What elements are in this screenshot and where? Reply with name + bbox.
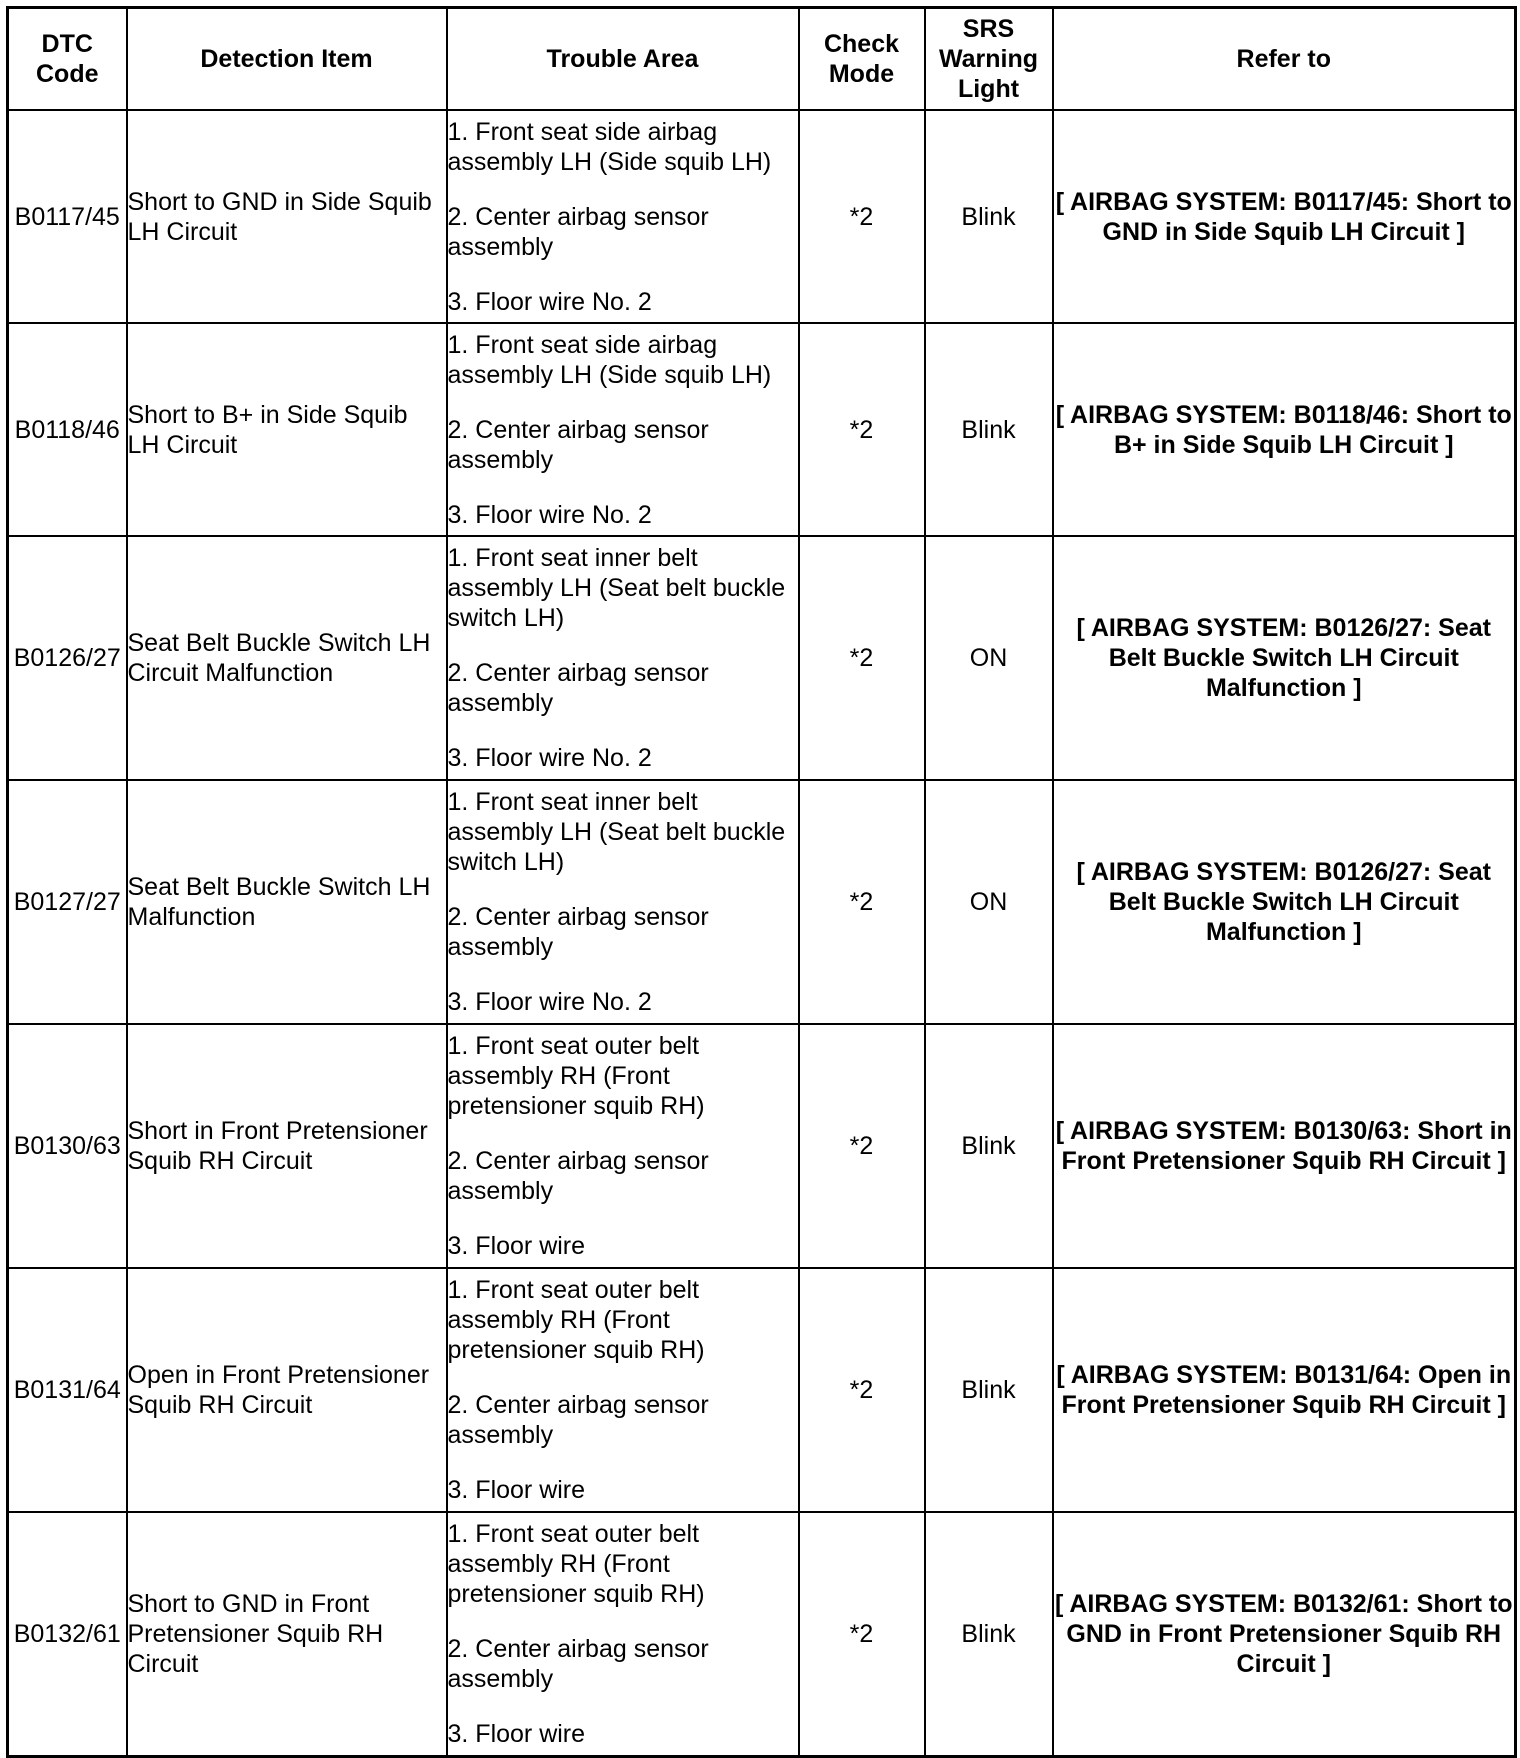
- trouble-area-line: 1. Front seat outer belt assembly RH (Front pretensioner squib RH): [447, 1032, 705, 1120]
- check-mode: *2: [799, 1268, 925, 1512]
- srs-warning-light: Blink: [925, 323, 1053, 536]
- header-detection-item: Detection Item: [127, 8, 447, 111]
- header-trouble-area: Trouble Area: [447, 8, 799, 111]
- dtc-code: B0131/64: [8, 1268, 127, 1512]
- dtc-code: B0132/61: [8, 1512, 127, 1756]
- trouble-area-line: 2. Center airbag sensor assembly: [447, 415, 709, 474]
- detection-item: Short to B+ in Side Squib LH Circuit: [127, 323, 447, 536]
- check-mode: *2: [799, 536, 925, 780]
- header-srs-warning-light: SRS Warning Light: [925, 8, 1053, 111]
- header-row: [8, 8, 1516, 111]
- trouble-area-line: 3. Floor wire No. 2: [447, 287, 652, 316]
- trouble-area-line: 2. Center airbag sensor assembly: [447, 1147, 709, 1205]
- trouble-area: [447, 536, 799, 780]
- detection-item: Short in Front Pretensioner Squib RH Circuit: [127, 1024, 447, 1268]
- trouble-area-line: 3. Floor wire No. 2: [447, 500, 652, 529]
- check-mode: *2: [799, 1512, 925, 1756]
- trouble-area-line: 1. Front seat outer belt assembly RH (Front pretensioner squib RH): [447, 1519, 705, 1608]
- detection-item: Short to GND in Side Squib LH Circuit: [127, 110, 447, 323]
- refer-to-link[interactable]: [ AIRBAG SYSTEM: B0126/27: Seat Belt Buckle Switch LH Circuit Malfunction ]: [1053, 780, 1516, 1024]
- trouble-area-line: 2. Center airbag sensor assembly: [447, 1391, 709, 1449]
- trouble-area: [447, 110, 799, 323]
- check-mode: *2: [799, 110, 925, 323]
- trouble-area-line: 3. Floor wire: [447, 1476, 586, 1504]
- dtc-table: [6, 6, 1517, 1758]
- detection-item: Short to GND in Front Pretensioner Squib RH Circuit: [127, 1512, 447, 1756]
- trouble-area: [447, 780, 799, 1024]
- trouble-area: [447, 1024, 799, 1268]
- trouble-area-line: 3. Floor wire No. 2: [447, 744, 652, 772]
- refer-to-link[interactable]: [ AIRBAG SYSTEM: B0118/46: Short to B+ in Side Squib LH Circuit ]: [1053, 323, 1516, 536]
- trouble-area-line: 3. Floor wire: [447, 1719, 586, 1748]
- detection-item: Open in Front Pretensioner Squib RH Circuit: [127, 1268, 447, 1512]
- table-row: [8, 1512, 1516, 1756]
- trouble-area-line: 1. Front seat outer belt assembly RH (Front pretensioner squib RH): [447, 1276, 705, 1364]
- header-dtc-code: DTC Code: [8, 8, 127, 111]
- refer-to-link[interactable]: [ AIRBAG SYSTEM: B0130/63: Short in Front Pretensioner Squib RH Circuit ]: [1053, 1024, 1516, 1268]
- trouble-area-line: 2. Center airbag sensor assembly: [447, 202, 709, 261]
- trouble-area-line: 2. Center airbag sensor assembly: [447, 659, 709, 717]
- table-row: [8, 1268, 1516, 1512]
- detection-item: Seat Belt Buckle Switch LH Malfunction: [127, 780, 447, 1024]
- trouble-area-line: 2. Center airbag sensor assembly: [447, 1634, 709, 1693]
- srs-warning-light: Blink: [925, 110, 1053, 323]
- check-mode: *2: [799, 780, 925, 1024]
- dtc-code: B0118/46: [8, 323, 127, 536]
- trouble-area-line: 1. Front seat side airbag assembly LH (Side squib LH): [447, 117, 772, 176]
- refer-to-link[interactable]: [ AIRBAG SYSTEM: B0117/45: Short to GND in Side Squib LH Circuit ]: [1053, 110, 1516, 323]
- check-mode: *2: [799, 323, 925, 536]
- refer-to-link[interactable]: [ AIRBAG SYSTEM: B0131/64: Open in Front Pretensioner Squib RH Circuit ]: [1053, 1268, 1516, 1512]
- table-row: [8, 780, 1516, 1024]
- trouble-area: [447, 323, 799, 536]
- trouble-area: [447, 1268, 799, 1512]
- trouble-area-line: 1. Front seat side airbag assembly LH (Side squib LH): [447, 330, 772, 389]
- header-refer-to: Refer to: [1053, 8, 1516, 111]
- trouble-area: [447, 1512, 799, 1756]
- dtc-code: B0127/27: [8, 780, 127, 1024]
- header-check-mode: Check Mode: [799, 8, 925, 111]
- table-row: [8, 323, 1516, 536]
- srs-warning-light: Blink: [925, 1024, 1053, 1268]
- dtc-code: B0117/45: [8, 110, 127, 323]
- srs-warning-light: ON: [925, 536, 1053, 780]
- table-row: [8, 536, 1516, 780]
- table-row: [8, 1024, 1516, 1268]
- trouble-area-line: 1. Front seat inner belt assembly LH (Seat belt buckle switch LH): [447, 788, 786, 876]
- refer-to-link[interactable]: [ AIRBAG SYSTEM: B0132/61: Short to GND in Front Pretensioner Squib RH Circuit ]: [1053, 1512, 1516, 1756]
- check-mode: *2: [799, 1024, 925, 1268]
- refer-to-link[interactable]: [ AIRBAG SYSTEM: B0126/27: Seat Belt Buckle Switch LH Circuit Malfunction ]: [1053, 536, 1516, 780]
- dtc-code: B0126/27: [8, 536, 127, 780]
- dtc-code: B0130/63: [8, 1024, 127, 1268]
- trouble-area-line: 2. Center airbag sensor assembly: [447, 903, 709, 961]
- srs-warning-light: Blink: [925, 1268, 1053, 1512]
- trouble-area-line: 1. Front seat inner belt assembly LH (Seat belt buckle switch LH): [447, 544, 786, 632]
- trouble-area-line: 3. Floor wire No. 2: [447, 988, 652, 1016]
- trouble-area-line: 3. Floor wire: [447, 1232, 586, 1260]
- detection-item: Seat Belt Buckle Switch LH Circuit Malfunction: [127, 536, 447, 780]
- table-row: [8, 110, 1516, 323]
- srs-warning-light: Blink: [925, 1512, 1053, 1756]
- srs-warning-light: ON: [925, 780, 1053, 1024]
